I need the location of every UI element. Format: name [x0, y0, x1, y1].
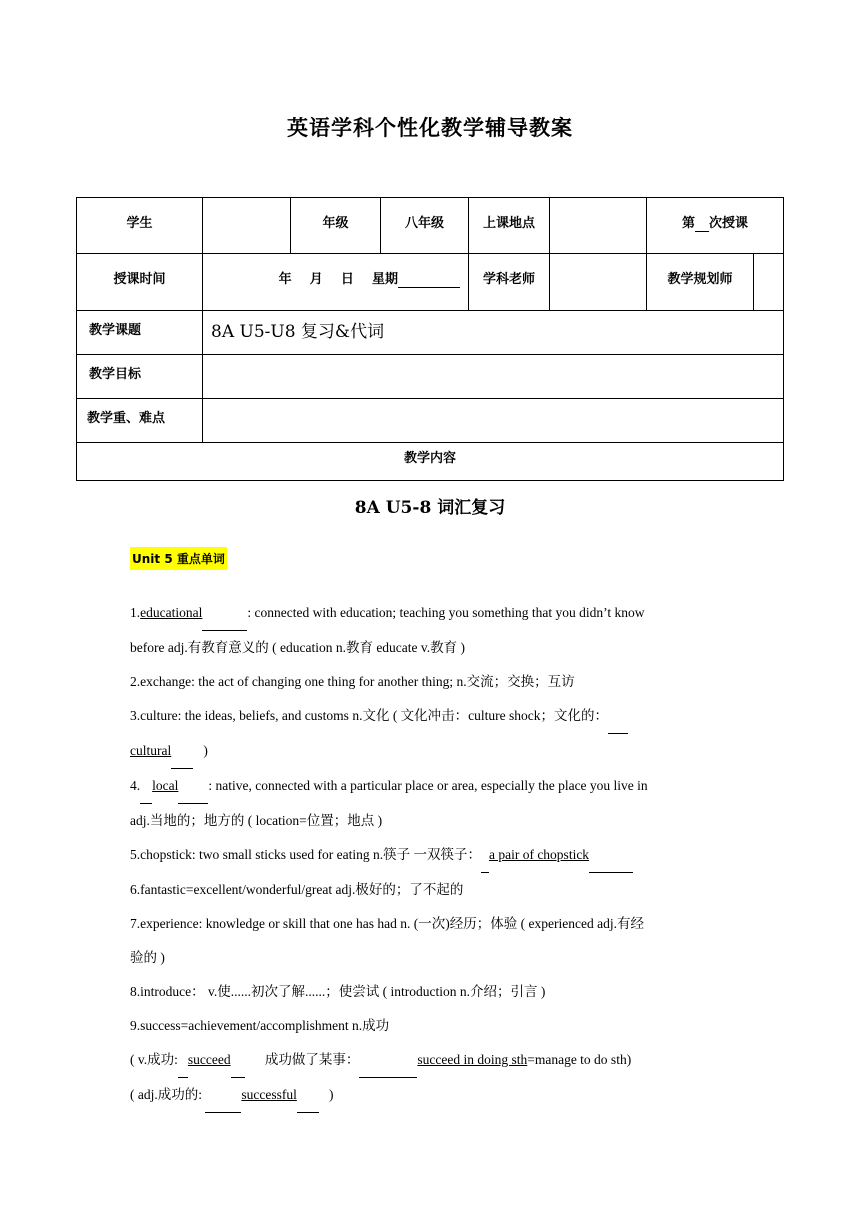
list-item: 验的 )	[130, 950, 165, 965]
list-item: 2.exchange: the act of changing one thing for another thing; n.交流；交换；互访	[130, 674, 575, 689]
answer-blank	[359, 1043, 417, 1078]
list-item	[130, 734, 740, 769]
answer-chopstick: a pair of chopstick	[488, 847, 590, 862]
lesson-number-prefix: 第	[681, 216, 695, 231]
date-month-label: 月	[309, 272, 323, 287]
date-week-label: 星期	[371, 272, 398, 287]
keypoints-field[interactable]	[203, 399, 784, 443]
answer-blank	[178, 1043, 188, 1078]
date-field[interactable]	[203, 254, 469, 311]
topic-label: 教学课题	[77, 311, 203, 355]
goal-field[interactable]	[203, 355, 784, 399]
planner-label: 教学规划师	[647, 254, 754, 311]
list-item	[130, 1078, 740, 1113]
answer-blank	[608, 699, 628, 734]
lesson-number-suffix: 次授课	[709, 216, 749, 231]
location-field[interactable]	[550, 198, 647, 254]
list-item	[130, 1043, 740, 1078]
student-label: 学生	[77, 198, 203, 254]
grade-value: 八年级	[381, 198, 469, 254]
answer-successful: successful	[241, 1087, 297, 1102]
list-item: before adj.有教育意义的 ( education n.教育 educate v.教育 )	[130, 640, 466, 655]
teacher-field[interactable]	[550, 254, 647, 311]
time-label: 授课时间	[77, 254, 203, 311]
answer-blank	[202, 596, 247, 631]
definition-text: : native, connected with a particular place or area, especially the place you live in	[208, 778, 648, 793]
list-item: 6.fantastic=excellent/wonderful/great adj.极好的；了不起的	[130, 882, 464, 897]
list-item: 9.success=achievement/accomplishment n.成功	[130, 1018, 390, 1033]
date-year-label: 年	[278, 272, 292, 287]
definition-text: : connected with education; teaching you something that you didn’t know	[247, 605, 645, 620]
list-item	[130, 769, 740, 804]
lesson-number	[647, 198, 784, 254]
list-item	[130, 838, 740, 873]
answer-blank	[178, 769, 208, 804]
answer-blank	[140, 769, 152, 804]
teacher-label: 学科老师	[469, 254, 550, 311]
content-label: 教学内容	[77, 443, 784, 481]
answer-succeed-in: succeed in doing sth	[417, 1052, 528, 1067]
answer-local: local	[152, 778, 179, 793]
answer-cultural: cultural	[130, 743, 172, 758]
grade-label: 年级	[291, 198, 381, 254]
definition-text: =manage to do sth)	[527, 1052, 632, 1067]
definition-text: ( v.成功:	[130, 1052, 178, 1067]
student-field[interactable]	[203, 198, 291, 254]
closing-paren: )	[328, 1087, 334, 1102]
answer-succeed: succeed	[187, 1052, 231, 1067]
list-item	[130, 699, 740, 734]
answer-blank	[231, 1043, 245, 1078]
answer-blank	[297, 1078, 319, 1113]
definition-text: ( adj.成功的:	[130, 1087, 206, 1102]
answer-blank	[205, 1078, 241, 1113]
planner-field[interactable]	[754, 254, 784, 311]
item-number: 4.	[130, 778, 141, 793]
vocabulary-list	[130, 596, 740, 1113]
document-title: 英语学科个性化教学辅导教案	[287, 116, 573, 140]
lesson-number-blank[interactable]	[695, 216, 709, 232]
keypoints-label: 教学重、难点	[77, 399, 203, 443]
answer-blank	[481, 838, 489, 873]
date-day-label: 日	[340, 272, 354, 287]
list-item: 8.introduce： v.使......初次了解......；使尝试 ( introduction n.介绍；引言 )	[130, 984, 546, 999]
topic-value: 8A U5-U8 复习&代词	[203, 311, 784, 355]
lesson-info-table	[76, 197, 784, 481]
definition-text: 5.chopstick: two small sticks used for eating n.筷子 一双筷子：	[130, 847, 481, 862]
answer-educational: educational	[140, 605, 203, 620]
answer-blank	[171, 734, 193, 769]
definition-text: 3.culture: the ideas, beliefs, and customs n.文化 ( 文化冲击：culture shock；文化的：	[130, 708, 609, 723]
list-item: adj.当地的；地方的 ( location=位置；地点 )	[130, 813, 383, 828]
section-title: 8A U5-8 词汇复习	[354, 498, 506, 518]
item-number: 1.	[130, 605, 141, 620]
unit-heading: Unit 5 重点单词	[130, 547, 227, 570]
definition-text: 成功做了某事：	[264, 1052, 360, 1067]
goal-label: 教学目标	[77, 355, 203, 399]
location-label: 上课地点	[469, 198, 550, 254]
list-item	[130, 596, 740, 631]
list-item: 7.experience: knowledge or skill that one has had n. (一次)经历；体验 ( experienced adj.有经	[130, 916, 644, 931]
answer-blank	[589, 838, 633, 873]
closing-paren: )	[203, 743, 208, 758]
week-blank[interactable]	[398, 272, 460, 288]
